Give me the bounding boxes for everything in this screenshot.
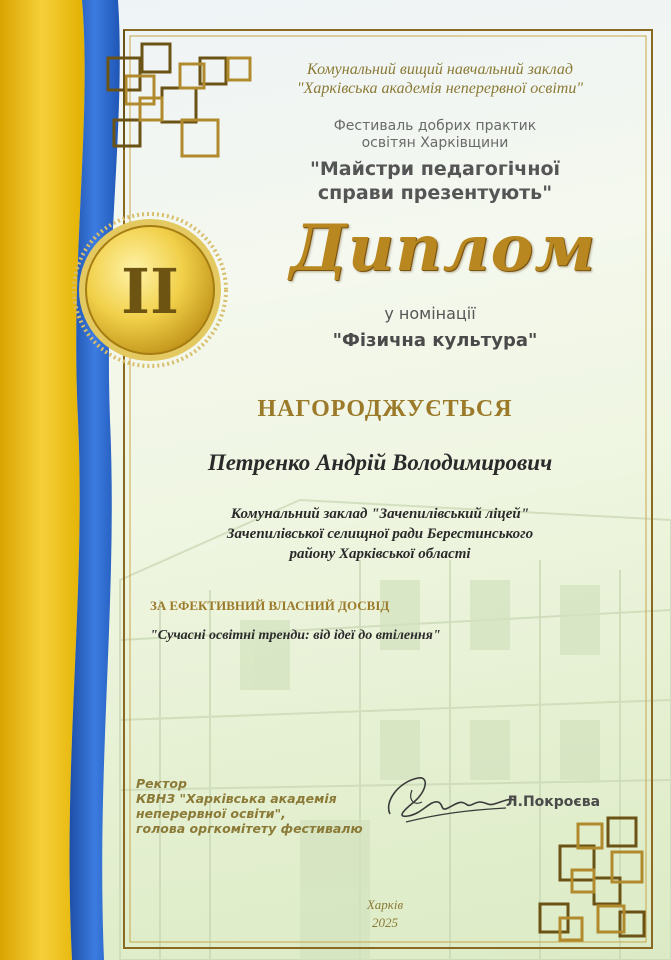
- festival-name-line-1: "Майстри педагогічної: [309, 158, 561, 180]
- organization-line-1: Комунальний заклад "Зачепилівський ліцей": [230, 506, 530, 522]
- festival-line-1: Фестиваль добрих практик: [333, 118, 537, 134]
- signatory-line-4: голова оргкомітету фестивалю: [136, 821, 363, 836]
- signatory-name: Л.Покроєва: [506, 794, 601, 810]
- institution-line-2: "Харківська академія неперервної освіти": [296, 80, 584, 97]
- merit-heading: ЗА ЕФЕКТИВНИЙ ВЛАСНИЙ ДОСВІД: [150, 598, 390, 613]
- second-place-medal: [72, 212, 228, 368]
- topic-title: "Сучасні освітні тренди: від ідеї до втілення": [150, 628, 441, 643]
- footer-city: Харків: [366, 897, 404, 912]
- handwritten-signature: [378, 762, 518, 832]
- signatory-line-2: КВНЗ "Харківська академія: [136, 791, 337, 806]
- diploma-title: Диплом: [289, 211, 597, 286]
- festival-line-2: освітян Харківщини: [361, 135, 509, 151]
- institution-line-1: Комунальний вищий навчальний заклад: [307, 61, 573, 78]
- signatory-line-3: неперервної освіти",: [136, 806, 286, 821]
- medal-numeral: II: [120, 255, 180, 328]
- signatory-block: [136, 776, 396, 836]
- nomination-label: у номінації: [384, 304, 476, 323]
- recipient-name: Петренко Андрій Володимирович: [207, 450, 553, 475]
- signatory-line-1: Ректор: [136, 776, 187, 791]
- award-heading: НАГОРОДЖУЄТЬСЯ: [257, 396, 513, 422]
- nomination-value: "Фізична культура": [332, 330, 538, 351]
- organization-line-2: Зачепилівської селищної ради Берестинського: [226, 526, 534, 542]
- footer-year: 2025: [372, 915, 398, 930]
- organization-line-3: району Харківської області: [289, 546, 471, 562]
- festival-name-line-2: справи презентують": [317, 182, 553, 204]
